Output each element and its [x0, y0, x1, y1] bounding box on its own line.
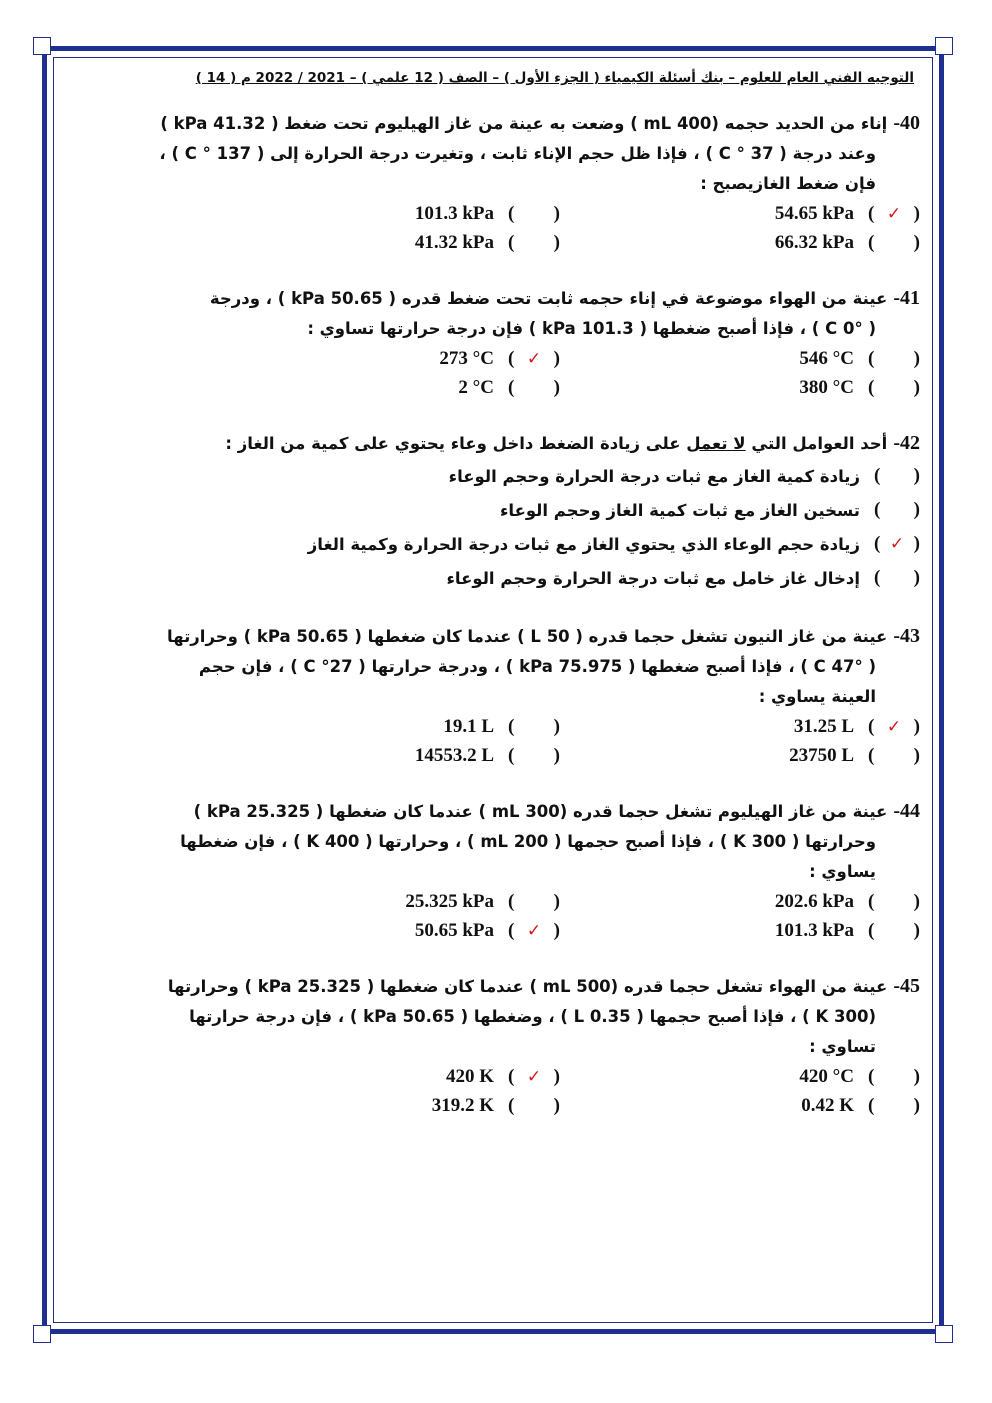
question-40	[70, 108, 920, 257]
paren-close: )	[553, 347, 560, 369]
answer-checkbox[interactable]	[868, 891, 920, 913]
answer-option[interactable]	[230, 232, 560, 254]
stem-text: العينة يساوي :	[758, 687, 876, 706]
paren-open: (	[874, 567, 881, 588]
option-label: 2 °C	[458, 376, 494, 398]
question-45	[70, 971, 920, 1120]
answer-option[interactable]	[70, 459, 920, 493]
paren-open: (	[874, 533, 881, 554]
question-number: 44-	[893, 800, 920, 822]
question-43	[70, 621, 920, 770]
option-label: 50.65 kPa	[414, 919, 494, 941]
question-line	[70, 1032, 920, 1062]
answer-checkbox[interactable]	[868, 716, 920, 738]
answer-option[interactable]	[560, 891, 920, 913]
answer-checkbox[interactable]	[508, 1095, 560, 1117]
answer-option[interactable]	[230, 745, 560, 767]
option-label: 273 °C	[439, 347, 494, 369]
answer-checkbox[interactable]	[868, 203, 920, 225]
question-stem	[70, 108, 920, 199]
option-label: زيادة حجم الوعاء الذي يحتوي الغاز مع ثبات درجة الحرارة وكمية الغاز	[307, 534, 860, 554]
question-line	[70, 857, 920, 887]
answer-checkbox[interactable]	[508, 348, 560, 370]
option-label: 0.42 K	[801, 1094, 854, 1116]
answer-option[interactable]	[560, 920, 920, 942]
stem-text: وحرارتها ( 300 K ) ، فإذا أصبح حجمها ( 200 mL ) ، وحرارتها ( 400 K ) ، فإن ضغطها	[180, 832, 876, 851]
stem-text: وعند درجة ( 37 ° C ) ، فإذا ظل حجم الإناء ثابت ، وتغيرت درجة الحرارة إلى ( 137 ° C ) ،	[159, 144, 876, 163]
answer-checkbox[interactable]	[508, 745, 560, 767]
border-corner-ornament	[935, 37, 953, 55]
answer-option[interactable]	[560, 1066, 920, 1088]
question-line	[70, 1002, 920, 1032]
option-list	[70, 459, 920, 595]
option-label: 25.325 kPa	[405, 890, 494, 912]
paren-open: (	[508, 202, 515, 224]
option-label: 31.25 L	[793, 715, 854, 737]
question-line	[70, 971, 920, 1002]
paren-open: (	[874, 499, 881, 520]
stem-text: ( 47° C ) ، فإذا أصبح ضغطها ( 75.975 kPa ) ، ودرجة حرارتها ( 27° C ) ، فإن حجم	[198, 657, 876, 676]
stem-text: عينة من الهواء تشغل حجما قدره (500 mL ) عندما كان ضغطها ( 25.325 kPa ) وحرارتها	[167, 977, 888, 996]
answer-checkbox[interactable]	[508, 1066, 560, 1088]
paren-close: )	[913, 1065, 920, 1087]
check-mark-icon: ✓	[526, 1066, 542, 1087]
answer-option[interactable]	[560, 203, 920, 225]
question-line	[70, 314, 920, 344]
paren-close: )	[553, 376, 560, 398]
option-label: 202.6 kPa	[774, 890, 854, 912]
paren-close: )	[553, 744, 560, 766]
question-line	[70, 682, 920, 712]
answer-option[interactable]	[230, 203, 560, 225]
option-row	[70, 1062, 920, 1091]
answer-checkbox[interactable]	[508, 716, 560, 738]
stem-text: (300 K ) ، فإذا أصبح حجمها ( 0.35 L ) ، وضغطها ( 50.65 kPa ) ، فإن درجة حرارتها	[189, 1007, 876, 1026]
option-label: 101.3 kPa	[774, 919, 854, 941]
answer-option[interactable]	[230, 891, 560, 913]
check-mark-icon: ✓	[886, 203, 902, 224]
answer-option[interactable]	[230, 1066, 560, 1088]
paren-close: )	[553, 202, 560, 224]
option-row	[70, 199, 920, 228]
option-row	[70, 916, 920, 945]
question-stem	[70, 796, 920, 887]
answer-option[interactable]	[230, 716, 560, 738]
option-label: 19.1 L	[443, 715, 494, 737]
answer-option[interactable]	[230, 920, 560, 942]
question-stem	[70, 428, 920, 459]
paren-close: )	[913, 890, 920, 912]
paren-open: (	[868, 1065, 875, 1087]
question-line	[70, 621, 920, 652]
question-line	[70, 796, 920, 827]
option-label: 420 °C	[799, 1065, 854, 1087]
option-label: 14553.2 L	[414, 744, 494, 766]
paren-close: )	[913, 715, 920, 737]
question-42	[70, 428, 920, 595]
paren-open: (	[868, 347, 875, 369]
question-number: 41-	[893, 287, 920, 309]
paren-open: (	[868, 376, 875, 398]
paren-open: (	[874, 465, 881, 486]
answer-checkbox[interactable]	[868, 377, 920, 399]
check-mark-icon: ✓	[526, 348, 542, 369]
answer-checkbox[interactable]	[508, 377, 560, 399]
answer-option[interactable]	[560, 377, 920, 399]
paren-open: (	[508, 919, 515, 941]
answer-checkbox[interactable]	[868, 1095, 920, 1117]
question-line	[70, 108, 920, 139]
question-line	[70, 283, 920, 314]
paren-close: )	[913, 202, 920, 224]
question-line	[70, 827, 920, 857]
answer-option[interactable]	[230, 1095, 560, 1117]
stem-text: إناء من الحديد حجمه (400 mL ) وضعت به عينة من غاز الهيليوم تحت ضغط ( 41.32 kPa )	[160, 114, 888, 133]
option-row	[70, 1091, 920, 1120]
paren-open: (	[868, 890, 875, 912]
paren-open: (	[508, 1065, 515, 1087]
option-row	[70, 373, 920, 402]
question-41	[70, 283, 920, 402]
stem-text: عينة من الهواء موضوعة في إناء حجمه ثابت تحت ضغط قدره ( 50.65 kPa ) ، ودرجة	[209, 289, 888, 308]
stem-text: يساوي :	[809, 862, 876, 881]
paren-open: (	[508, 890, 515, 912]
option-label: 546 °C	[799, 347, 854, 369]
question-number: 45-	[893, 975, 920, 997]
paren-open: (	[508, 744, 515, 766]
option-label: زيادة كمية الغاز مع ثبات درجة الحرارة وحجم الوعاء	[448, 466, 860, 486]
page-header: التوجيه الفني العام للعلوم – بنك أسئلة الكيمياء ( الجزء الأول ) – الصف ( 12 علمي ) – 2021 / 2022 م ( 14 )	[195, 70, 914, 86]
option-label: 101.3 kPa	[414, 202, 494, 224]
answer-checkbox[interactable]	[874, 499, 920, 521]
option-label: تسخين الغاز مع ثبات كمية الغاز وحجم الوعاء	[499, 500, 860, 520]
answer-checkbox[interactable]	[508, 920, 560, 942]
answer-checkbox[interactable]	[874, 567, 920, 589]
paren-close: )	[913, 231, 920, 253]
stem-text: تساوي :	[809, 1037, 876, 1056]
paren-close: )	[913, 533, 920, 554]
answer-option[interactable]	[560, 1095, 920, 1117]
paren-close: )	[913, 499, 920, 520]
paren-close: )	[553, 1094, 560, 1116]
answer-checkbox[interactable]	[508, 232, 560, 254]
option-label: 54.65 kPa	[774, 202, 854, 224]
page-content	[70, 66, 920, 1146]
paren-close: )	[553, 715, 560, 737]
question-stem	[70, 971, 920, 1062]
option-label: 41.32 kPa	[414, 231, 494, 253]
paren-open: (	[508, 231, 515, 253]
question-line	[70, 139, 920, 169]
option-label: 380 °C	[799, 376, 854, 398]
answer-checkbox[interactable]	[868, 232, 920, 254]
paren-close: )	[913, 376, 920, 398]
check-mark-icon: ✓	[886, 716, 902, 737]
answer-option[interactable]	[560, 745, 920, 767]
answer-checkbox[interactable]	[868, 745, 920, 767]
border-corner-ornament	[33, 37, 51, 55]
paren-close: )	[913, 347, 920, 369]
answer-checkbox[interactable]	[874, 533, 920, 555]
option-row	[70, 344, 920, 373]
stem-text: عينة من غاز النيون تشغل حجما قدره ( 50 L ) عندما كان ضغطها ( 50.65 kPa ) وحرارتها	[167, 627, 888, 646]
paren-open: (	[508, 347, 515, 369]
paren-close: )	[553, 1065, 560, 1087]
answer-option[interactable]	[70, 493, 920, 527]
paren-open: (	[508, 1094, 515, 1116]
paren-close: )	[913, 919, 920, 941]
paren-close: )	[913, 567, 920, 588]
question-line	[70, 169, 920, 199]
option-label: 420 K	[445, 1065, 494, 1087]
paren-open: (	[868, 715, 875, 737]
paren-open: (	[868, 231, 875, 253]
border-corner-ornament	[935, 1325, 953, 1343]
paren-open: (	[868, 202, 875, 224]
answer-option[interactable]	[560, 348, 920, 370]
paren-open: (	[508, 376, 515, 398]
paren-close: )	[553, 231, 560, 253]
option-label: إدخال غاز خامل مع ثبات درجة الحرارة وحجم الوعاء	[446, 568, 860, 588]
option-label: 66.32 kPa	[774, 231, 854, 253]
paren-close: )	[913, 1094, 920, 1116]
answer-option[interactable]	[230, 348, 560, 370]
stem-text: عينة من غاز الهيليوم تشغل حجما قدره (300 mL ) عندما كان ضغطها ( 25.325 kPa )	[193, 802, 888, 821]
answer-checkbox[interactable]	[868, 348, 920, 370]
question-number: 43-	[893, 625, 920, 647]
question-line	[70, 652, 920, 682]
stem-text: على زيادة الضغط داخل وعاء يحتوي على كمية من الغاز :	[225, 434, 681, 453]
answer-option[interactable]	[70, 527, 920, 561]
question-list	[70, 108, 920, 1120]
option-row	[70, 887, 920, 916]
answer-option[interactable]	[70, 561, 920, 595]
check-mark-icon: ✓	[526, 920, 542, 941]
paren-open: (	[868, 919, 875, 941]
paren-close: )	[913, 465, 920, 486]
paren-open: (	[508, 715, 515, 737]
stem-text: فإن ضغط الغازيصبح :	[700, 174, 876, 193]
answer-checkbox[interactable]	[868, 920, 920, 942]
option-label: 319.2 K	[431, 1094, 494, 1116]
answer-option[interactable]	[560, 232, 920, 254]
question-stem	[70, 283, 920, 344]
border-corner-ornament	[33, 1325, 51, 1343]
answer-option[interactable]	[560, 716, 920, 738]
question-stem	[70, 621, 920, 712]
paren-close: )	[913, 744, 920, 766]
option-label: 23750 L	[789, 744, 854, 766]
option-row	[70, 712, 920, 741]
question-number: 40-	[893, 112, 920, 134]
paren-close: )	[553, 919, 560, 941]
answer-option[interactable]	[230, 377, 560, 399]
answer-checkbox[interactable]	[508, 891, 560, 913]
option-row	[70, 228, 920, 257]
answer-checkbox[interactable]	[874, 465, 920, 487]
question-number: 42-	[893, 432, 920, 454]
stem-text: أحد العوامل التي	[751, 434, 888, 453]
question-44	[70, 796, 920, 945]
paren-open: (	[868, 744, 875, 766]
stem-emphasis: لا تعمل	[686, 434, 746, 453]
option-row	[70, 741, 920, 770]
answer-checkbox[interactable]	[868, 1066, 920, 1088]
paren-close: )	[553, 890, 560, 912]
question-line	[70, 428, 920, 459]
answer-checkbox[interactable]	[508, 203, 560, 225]
paren-open: (	[868, 1094, 875, 1116]
stem-text: ( 0° C ) ، فإذا أصبح ضغطها ( 101.3 kPa ) فإن درجة حرارتها تساوي :	[307, 319, 876, 338]
check-mark-icon: ✓	[889, 534, 905, 554]
